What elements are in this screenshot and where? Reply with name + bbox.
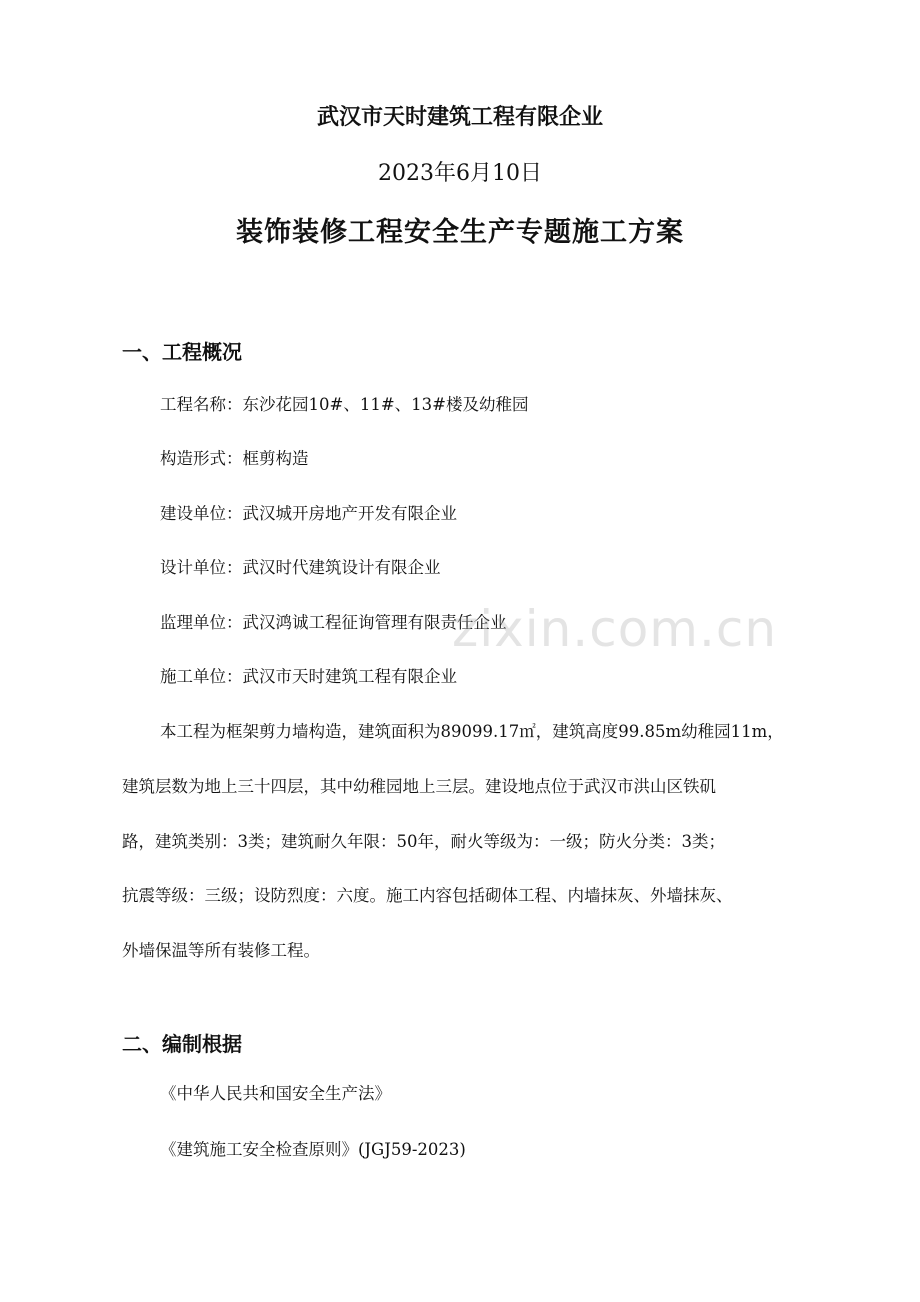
project-name-line: 工程名称：东沙花园10#、11#、13#楼及幼稚园 xyxy=(160,395,529,414)
section-heading-overview: 一、工程概况 xyxy=(122,340,242,364)
description-line: 本工程为框架剪力墙构造，建筑面积为89099.17㎡，建筑高度99.85m幼稚园11m， xyxy=(160,722,784,741)
structure-type-line: 构造形式：框剪构造 xyxy=(160,449,309,468)
description-line: 路，建筑类别：3类；建筑耐久年限：50年，耐火等级为：一级；防火分类：3类； xyxy=(122,832,725,851)
watermark: zixin.com.cn xyxy=(452,600,778,658)
design-unit-line: 设计单位：武汉时代建筑设计有限企业 xyxy=(160,558,441,577)
section-heading-basis: 二、编制根据 xyxy=(122,1032,242,1056)
document-title: 装饰装修工程安全生产专题施工方案 xyxy=(236,217,684,248)
construction-unit-line: 施工单位：武汉市天时建筑工程有限企业 xyxy=(160,667,457,686)
reference-law: 《中华人民共和国安全生产法》 xyxy=(160,1084,391,1103)
document-date: 2023年6月10日 xyxy=(378,161,542,186)
description-line: 抗震等级：三级；设防烈度：六度。施工内容包括砌体工程、内墙抹灰、外墙抹灰、 xyxy=(122,886,733,905)
company-name: 武汉市天时建筑工程有限企业 xyxy=(316,105,603,130)
description-line: 外墙保温等所有装修工程。 xyxy=(122,941,320,960)
description-line: 建筑层数为地上三十四层，其中幼稚园地上三层。建设地点位于武汉市洪山区铁矶 xyxy=(122,777,716,796)
reference-standard: 《建筑施工安全检查原则》(JGJ59-2023) xyxy=(160,1140,466,1159)
owner-unit-line: 建设单位：武汉城开房地产开发有限企业 xyxy=(160,504,457,523)
supervision-unit-line: 监理单位：武汉鸿诚工程征询管理有限责任企业 xyxy=(160,613,507,632)
